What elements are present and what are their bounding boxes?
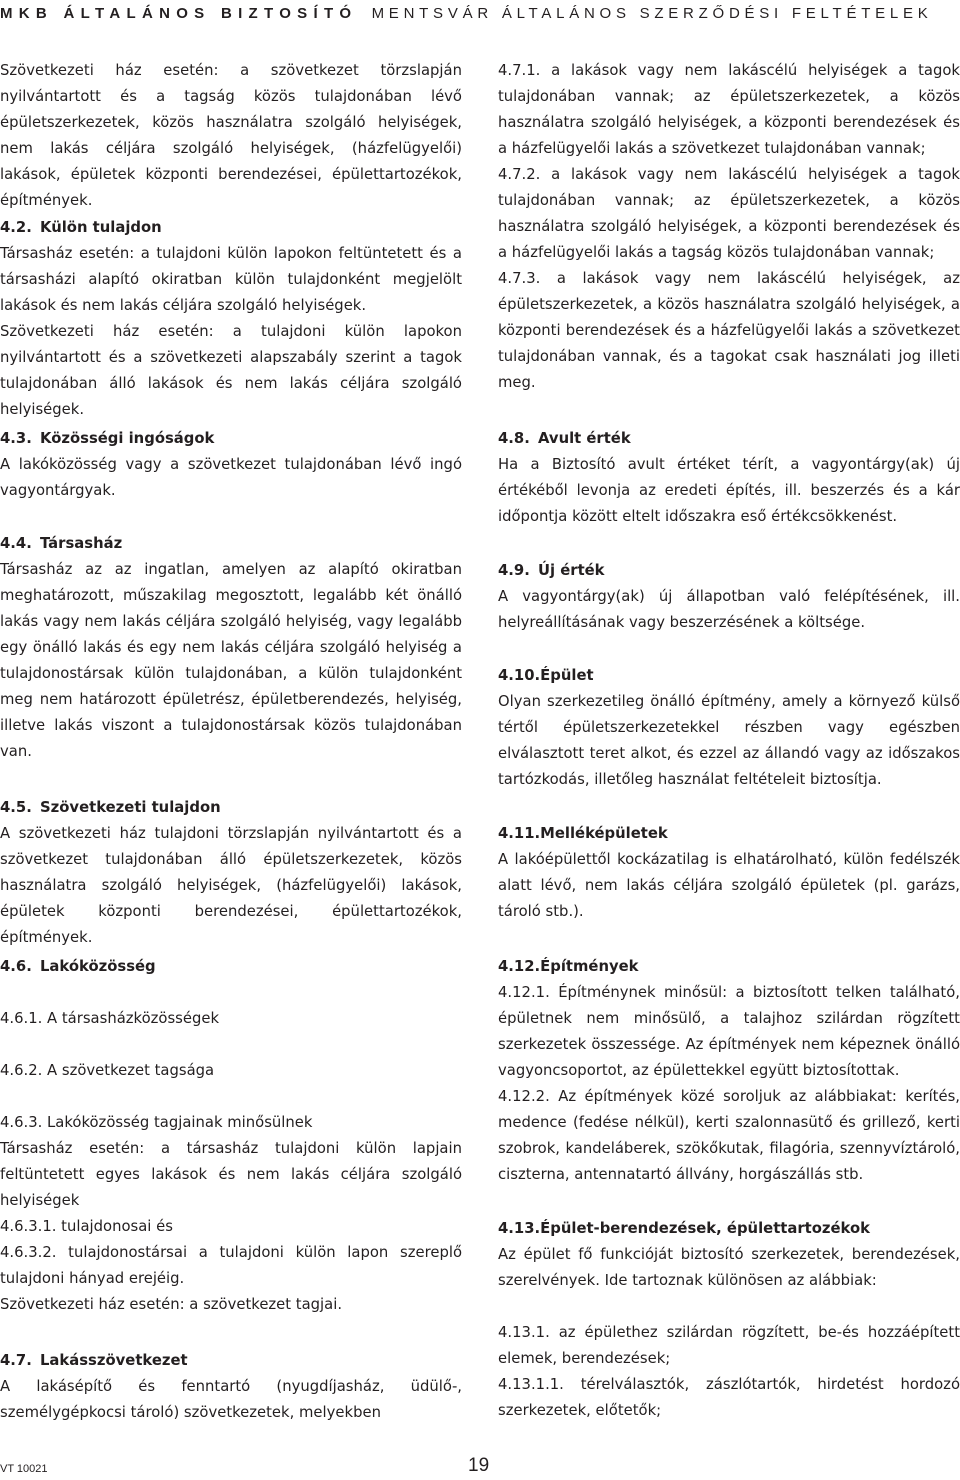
section-4-2 <box>0 215 462 423</box>
header-document-title: MENTSVÁR ÁLTALÁNOS SZERZŐDÉSI FELTÉTELEK <box>371 5 933 22</box>
section-heading <box>498 663 960 689</box>
page-number: 19 <box>468 1455 490 1476</box>
section-number: 4.13. <box>498 1220 541 1237</box>
section-number: 4.6. <box>0 958 32 975</box>
section-title: Társasház <box>40 535 123 552</box>
section-4-7-items <box>498 58 960 396</box>
list-item: 4.7.3. a lakások vagy nem lakáscélú helyiségek, az épületszerkezetek, a közös használatra szolgáló helyiségek, a központi berendezések és a házfelügyelői lakás a szövetkezet tulajdonában vannak, és a tagokat csak használati jog illeti meg. <box>498 270 960 391</box>
section-number: 4.3. <box>0 430 32 447</box>
section-title: Építmények <box>540 958 639 975</box>
section-heading <box>498 426 960 452</box>
section-title: Külön tulajdon <box>40 219 162 236</box>
list-item: 4.6.3.2. tulajdonostársai a tulajdoni külön lapon szereplő tulajdoni hányad erejéig. <box>0 1244 462 1287</box>
section-4-5 <box>0 795 462 951</box>
section-heading <box>498 558 960 584</box>
paragraph: Társasház esetén: a tulajdoni külön lapokon feltüntetett és a társasházi alapító okiratban külön tulajdonként megjelölt lakások és nem lakás céljára szolgáló helyiségek. <box>0 245 462 314</box>
list-item: 4.13.1. az épülethez szilárdan rögzített, be-és hozzáépített elemek, berendezések; <box>498 1324 960 1367</box>
section-4-8 <box>498 426 960 530</box>
section-heading <box>498 821 960 847</box>
section-number: 4.11. <box>498 825 541 842</box>
paragraph: A lakóépülettől kockázatilag is elhatárolható, külön fedélszék alatt lévő, nem lakás céljára szolgáló épületek (pl. garázs, tároló stb.). <box>498 851 960 920</box>
section-heading <box>0 954 462 980</box>
section-number: 4.8. <box>498 430 530 447</box>
section-4-10 <box>498 663 960 793</box>
section-4-12 <box>498 954 960 1188</box>
section-heading <box>0 215 462 241</box>
intro-paragraph: Szövetkezeti ház esetén: a szövetkezet törzslapján nyilvántartott és a tagság közös tulajdonában lévő épületszerkezetek, közös használatra szolgáló helyiségek, nem lakás céljára szolgáló helyiségek, (házfelügyelői) lakások, épületek központi berendezései, épülettartozékok, építmények. <box>0 62 462 209</box>
paragraph: Szövetkezeti ház esetén: a tulajdoni külön lapokon nyilvántartott és a szövetkezeti alapszabály szerint a tagok tulajdonában álló lakások és nem lakás céljára szolgáló helyiségek. <box>0 323 462 418</box>
list-item: 4.7.2. a lakások vagy nem lakáscélú helyiségek a tagok tulajdonában vannak; az épületszerkezetek, a közös használatra szolgáló helyiségek, a központi berendezések és a házfelügyelői lakás a tagság közös tulajdonában vannak; <box>498 166 960 261</box>
section-heading <box>0 795 462 821</box>
section-title: Avult érték <box>538 430 631 447</box>
section-title: Szövetkezeti tulajdon <box>40 799 221 816</box>
section-number: 4.2. <box>0 219 32 236</box>
list-item: 4.6.2. A szövetkezet tagsága <box>0 1062 215 1079</box>
list-item: 4.12.2. Az építmények közé soroljuk az alábbiakat: kerítés, medence (fedése nélkül), kerti szalonnasütő és grillező, kerti szobrok, kandeláberek, szökőkutak, filagória, szennyvíztároló, ciszterna, antennatartó állvány, horgászállás stb. <box>498 1088 960 1183</box>
section-title: Épület <box>540 667 594 684</box>
paragraph: A szövetkezeti ház tulajdoni törzslapján nyilvántartott és a szövetkezet tulajdonában álló épületszerkezetek, közös használatra szolgáló helyiségek, (házfelügyelői) lakások, épületek központi berendezései, épülettartozékok, építmények. <box>0 825 462 946</box>
list-item: 4.7.1. a lakások vagy nem lakáscélú helyiségek a tagok tulajdonában vannak; az épületszerkezetek, a közös használatra szolgáló helyiségek, a központi berendezések és a házfelügyelői lakás a szövetkezet tulajdonában vannak; <box>498 62 960 157</box>
section-4-7 <box>0 1348 462 1426</box>
section-4-6 <box>0 954 462 1318</box>
section-heading <box>498 954 960 980</box>
section-number: 4.10. <box>498 667 541 684</box>
running-header <box>0 2 960 26</box>
section-number: 4.9. <box>498 562 530 579</box>
paragraph: Társasház az az ingatlan, amelyen az alapító okiratban meghatározott, műszakilag megosztott, legalább két önálló lakás vagy nem lakás céljára szolgáló helyiség, vagy legalább egy önálló lakás és egy nem lakás céljára szolgáló helyiség a tulajdonostársak külön tulajdonában, a külön tulajdonként meg nem határozott épületrész, épületberendezés, helyiség, illetve lakás viszont a tulajdonostársak közös tulajdonában van. <box>0 561 462 760</box>
paragraph: A lakóközösség vagy a szövetkezet tulajdonában lévő ingó vagyontárgyak. <box>0 456 462 499</box>
section-title: Melléképületek <box>540 825 668 842</box>
list-item: 4.12.1. Építménynek minősül: a biztosított telken található, épületnek nem minősülő, a talajhoz szilárdan rögzített szerkezetek összessége. Az építmények nem képeznek önálló vagyoncsoportot, az épülettekkel együtt biztosítottak. <box>498 984 960 1079</box>
paragraph: Szövetkezeti ház esetén: a szövetkezet tagjai. <box>0 1296 343 1313</box>
list-item: 4.6.3.1. tulajdonosai és <box>0 1218 173 1235</box>
section-title: Épület-berendezések, épülettartozékok <box>540 1220 870 1237</box>
paragraph: A lakásépítő és fenntartó (nyugdíjasház, üdülő-, személygépkocsi tároló) szövetkezetek, melyekben <box>0 1378 462 1421</box>
section-number: 4.12. <box>498 958 541 975</box>
list-item: 4.13.1.1. térelválasztók, zászlótartók, hirdetést hordozó szerkezetek, előtetők; <box>498 1376 960 1419</box>
list-item: 4.6.1. A társasházközösségek <box>0 1010 220 1027</box>
section-number: 4.5. <box>0 799 32 816</box>
section-heading <box>498 1216 960 1242</box>
paragraph: A vagyontárgy(ak) új állapotban való felépítésének, ill. helyreállításának vagy beszerzésének a költsége. <box>498 588 960 631</box>
section-4-11 <box>498 821 960 925</box>
section-number: 4.7. <box>0 1352 32 1369</box>
section-title: Új érték <box>538 562 605 579</box>
section-number: 4.4. <box>0 535 32 552</box>
paragraph: Ha a Biztosító avult értéket térít, a vagyontárgy(ak) új értékéből levonja az eredeti építés, ill. beszerzés és a kár időpontja között eltelt időszakra eső értékcsökkenést. <box>498 456 960 525</box>
left-intro <box>0 58 462 214</box>
header-brand: MKB ÁLTALÁNOS BIZTOSÍTÓ <box>0 5 358 22</box>
footer-document-code: VT 10021 <box>0 1463 48 1475</box>
paragraph: Társasház esetén: a társasház tulajdoni külön lapjain feltüntetett egyes lakások és nem lakás céljára szolgáló helyiségek <box>0 1140 462 1209</box>
section-heading <box>0 531 462 557</box>
section-title: Lakásszövetkezet <box>40 1352 188 1369</box>
section-heading <box>0 426 462 452</box>
section-4-3 <box>0 426 462 504</box>
section-title: Közösségi ingóságok <box>40 430 215 447</box>
section-heading <box>0 1348 462 1374</box>
list-item: 4.6.3. Lakóközösség tagjainak minősülnek <box>0 1114 313 1131</box>
section-4-4 <box>0 531 462 765</box>
section-title: Lakóközösség <box>40 958 156 975</box>
paragraph: Az épület fő funkcióját biztosító szerkezetek, berendezések, szerelvények. Ide tartoznak különösen az alábbiak: <box>498 1246 960 1289</box>
paragraph: Olyan szerkezetileg önálló építmény, amely a környező külső tértől épületszerkezetekkel részben vagy egészben elválasztott teret alkot, és ezzel az állandó vagy az időszakos tartózkodás, illetőleg használat feltételeit biztosítja. <box>498 693 960 788</box>
section-4-13 <box>498 1216 960 1424</box>
section-4-9 <box>498 558 960 636</box>
